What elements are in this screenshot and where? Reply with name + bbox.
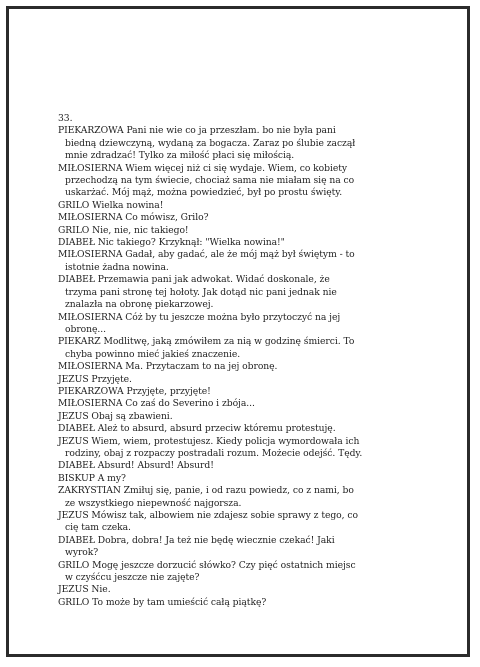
dialogue-line: DIABEŁ Dobra, dobra! Ja też nie będę wiecznie czekać! Jaki xyxy=(58,534,335,546)
dialogue-continuation: wyrok? xyxy=(65,547,99,559)
dialogue-entry xyxy=(58,398,438,410)
document-page xyxy=(6,6,470,657)
dialogue-continuation: mnie zdradzać! Tylko za miłość płaci się miłością. xyxy=(65,150,295,162)
dialogue-entry xyxy=(58,535,438,560)
dialogue-continuation: uskarżać. Mój mąż, można powiedzieć, był po prostu święty. xyxy=(65,187,343,199)
dialogue-line: MIŁOSIERNA Co zaś do Severino i zbója... xyxy=(58,398,255,410)
dialogue-entry xyxy=(58,423,438,435)
dialogue-entry xyxy=(58,125,438,162)
dialogue-line: MIŁOSIERNA Co mówisz, Grilo? xyxy=(58,212,209,224)
dialogue-line: MIŁOSIERNA Gadał, aby gadać, ale że mój mąż był świętym - to xyxy=(58,249,355,261)
dialogue-line: DIABEŁ Przemawia pani jak adwokat. Widać doskonale, że xyxy=(58,274,330,286)
dialogue-continuation: znalazła na obronę piekarzowej. xyxy=(65,299,214,311)
dialogue-continuation: chyba powinno mieć jakieś znaczenie. xyxy=(65,348,241,360)
dialogue-entry xyxy=(58,312,438,337)
dialogue-line: JEZUS Mówisz tak, albowiem nie zdajesz sobie sprawy z tego, co xyxy=(58,510,358,521)
page-number: 33. xyxy=(58,113,73,124)
dialogue-line: JEZUS Przyjęte. xyxy=(58,373,132,385)
dialogue-continuation: cię tam czeka. xyxy=(65,522,131,534)
dialogue-entry xyxy=(58,361,438,373)
dialogue-entry xyxy=(58,560,438,585)
dialogue-line: MIŁOSIERNA Wiem więcej niż ci się wydaje. Wiem, co kobiety xyxy=(58,162,348,174)
dialogue-line: MIŁOSIERNA Cóż by tu jeszcze można było przytoczyć na jej xyxy=(58,311,341,323)
dialogue-entry xyxy=(58,237,438,249)
dialogue-line: DIABEŁ Nic takiego? Krzyknął: "Wielka nowina!" xyxy=(58,237,285,249)
dialogue-line: GRILO Mogę jeszcze dorzucić słówko? Czy pięć ostatnich miejsc xyxy=(58,559,356,571)
dialogue-continuation: ze wszystkiego niepewność najgorsza. xyxy=(65,497,242,509)
dialogue-list xyxy=(58,125,438,609)
dialogue-line: DIABEŁ Absurd! Absurd! Absurd! xyxy=(58,460,214,472)
dialogue-line: ZAKRYSTIAN Zmiłuj się, panie, i od razu powiedz, co z nami, bo xyxy=(58,485,354,497)
script-text xyxy=(58,113,438,609)
dialogue-entry xyxy=(58,249,438,274)
dialogue-entry xyxy=(58,510,438,535)
dialogue-line: JEZUS Obaj są zbawieni. xyxy=(58,410,173,422)
dialogue-continuation: rodziny, obaj z rozpaczy postradali rozum. Możecie odejść. Tędy. xyxy=(65,447,363,459)
dialogue-entry xyxy=(58,436,438,461)
dialogue-entry xyxy=(58,200,438,212)
dialogue-entry xyxy=(58,374,438,386)
dialogue-entry xyxy=(58,597,438,609)
dialogue-entry xyxy=(58,473,438,485)
dialogue-line: DIABEŁ Ależ to absurd, absurd przeciw któremu protestuję. xyxy=(58,423,336,435)
dialogue-entry xyxy=(58,336,438,361)
dialogue-entry xyxy=(58,584,438,596)
dialogue-line: GRILO Nie, nie, nic takiego! xyxy=(58,224,189,236)
dialogue-entry xyxy=(58,225,438,237)
dialogue-line: GRILO To może by tam umieścić całą piątkę? xyxy=(58,596,267,608)
dialogue-line: MIŁOSIERNA Ma. Przytaczam to na jej obronę. xyxy=(58,361,278,373)
dialogue-line: PIEKARZOWA Przyjęte, przyjęte! xyxy=(58,385,211,397)
dialogue-continuation: obronę... xyxy=(65,323,107,335)
dialogue-continuation: przechodzą na tym świecie, chociaż sama nie miałam się na co xyxy=(65,175,355,187)
dialogue-continuation: trzyma pani stronę tej hołoty. Jak dotąd nic pani jednak nie xyxy=(65,286,337,298)
dialogue-line: BISKUP A my? xyxy=(58,472,126,484)
dialogue-continuation: istotnie żadna nowina. xyxy=(65,261,169,273)
dialogue-continuation: w czyśćcu jeszcze nie zajęte? xyxy=(65,572,200,584)
dialogue-line: PIEKARZ Modlitwę, jaką zmówiłem za nią w godzinę śmierci. To xyxy=(58,336,355,348)
dialogue-entry xyxy=(58,411,438,423)
dialogue-entry xyxy=(58,386,438,398)
dialogue-entry xyxy=(58,460,438,472)
dialogue-entry xyxy=(58,163,438,200)
dialogue-line: PIEKARZOWA Pani nie wie co ja przeszłam. bo nie była pani xyxy=(58,125,336,137)
dialogue-line: JEZUS Wiem, wiem, protestujesz. Kiedy policja wymordowała ich xyxy=(58,435,360,447)
dialogue-entry xyxy=(58,212,438,224)
dialogue-line: JEZUS Nie. xyxy=(58,584,111,596)
dialogue-continuation: biedną dziewczyną, wydaną za bogacza. Zaraz po ślubie zaczął xyxy=(65,137,356,149)
dialogue-entry xyxy=(58,274,438,311)
dialogue-entry xyxy=(58,485,438,510)
dialogue-line: GRILO Wielka nowina! xyxy=(58,199,164,211)
